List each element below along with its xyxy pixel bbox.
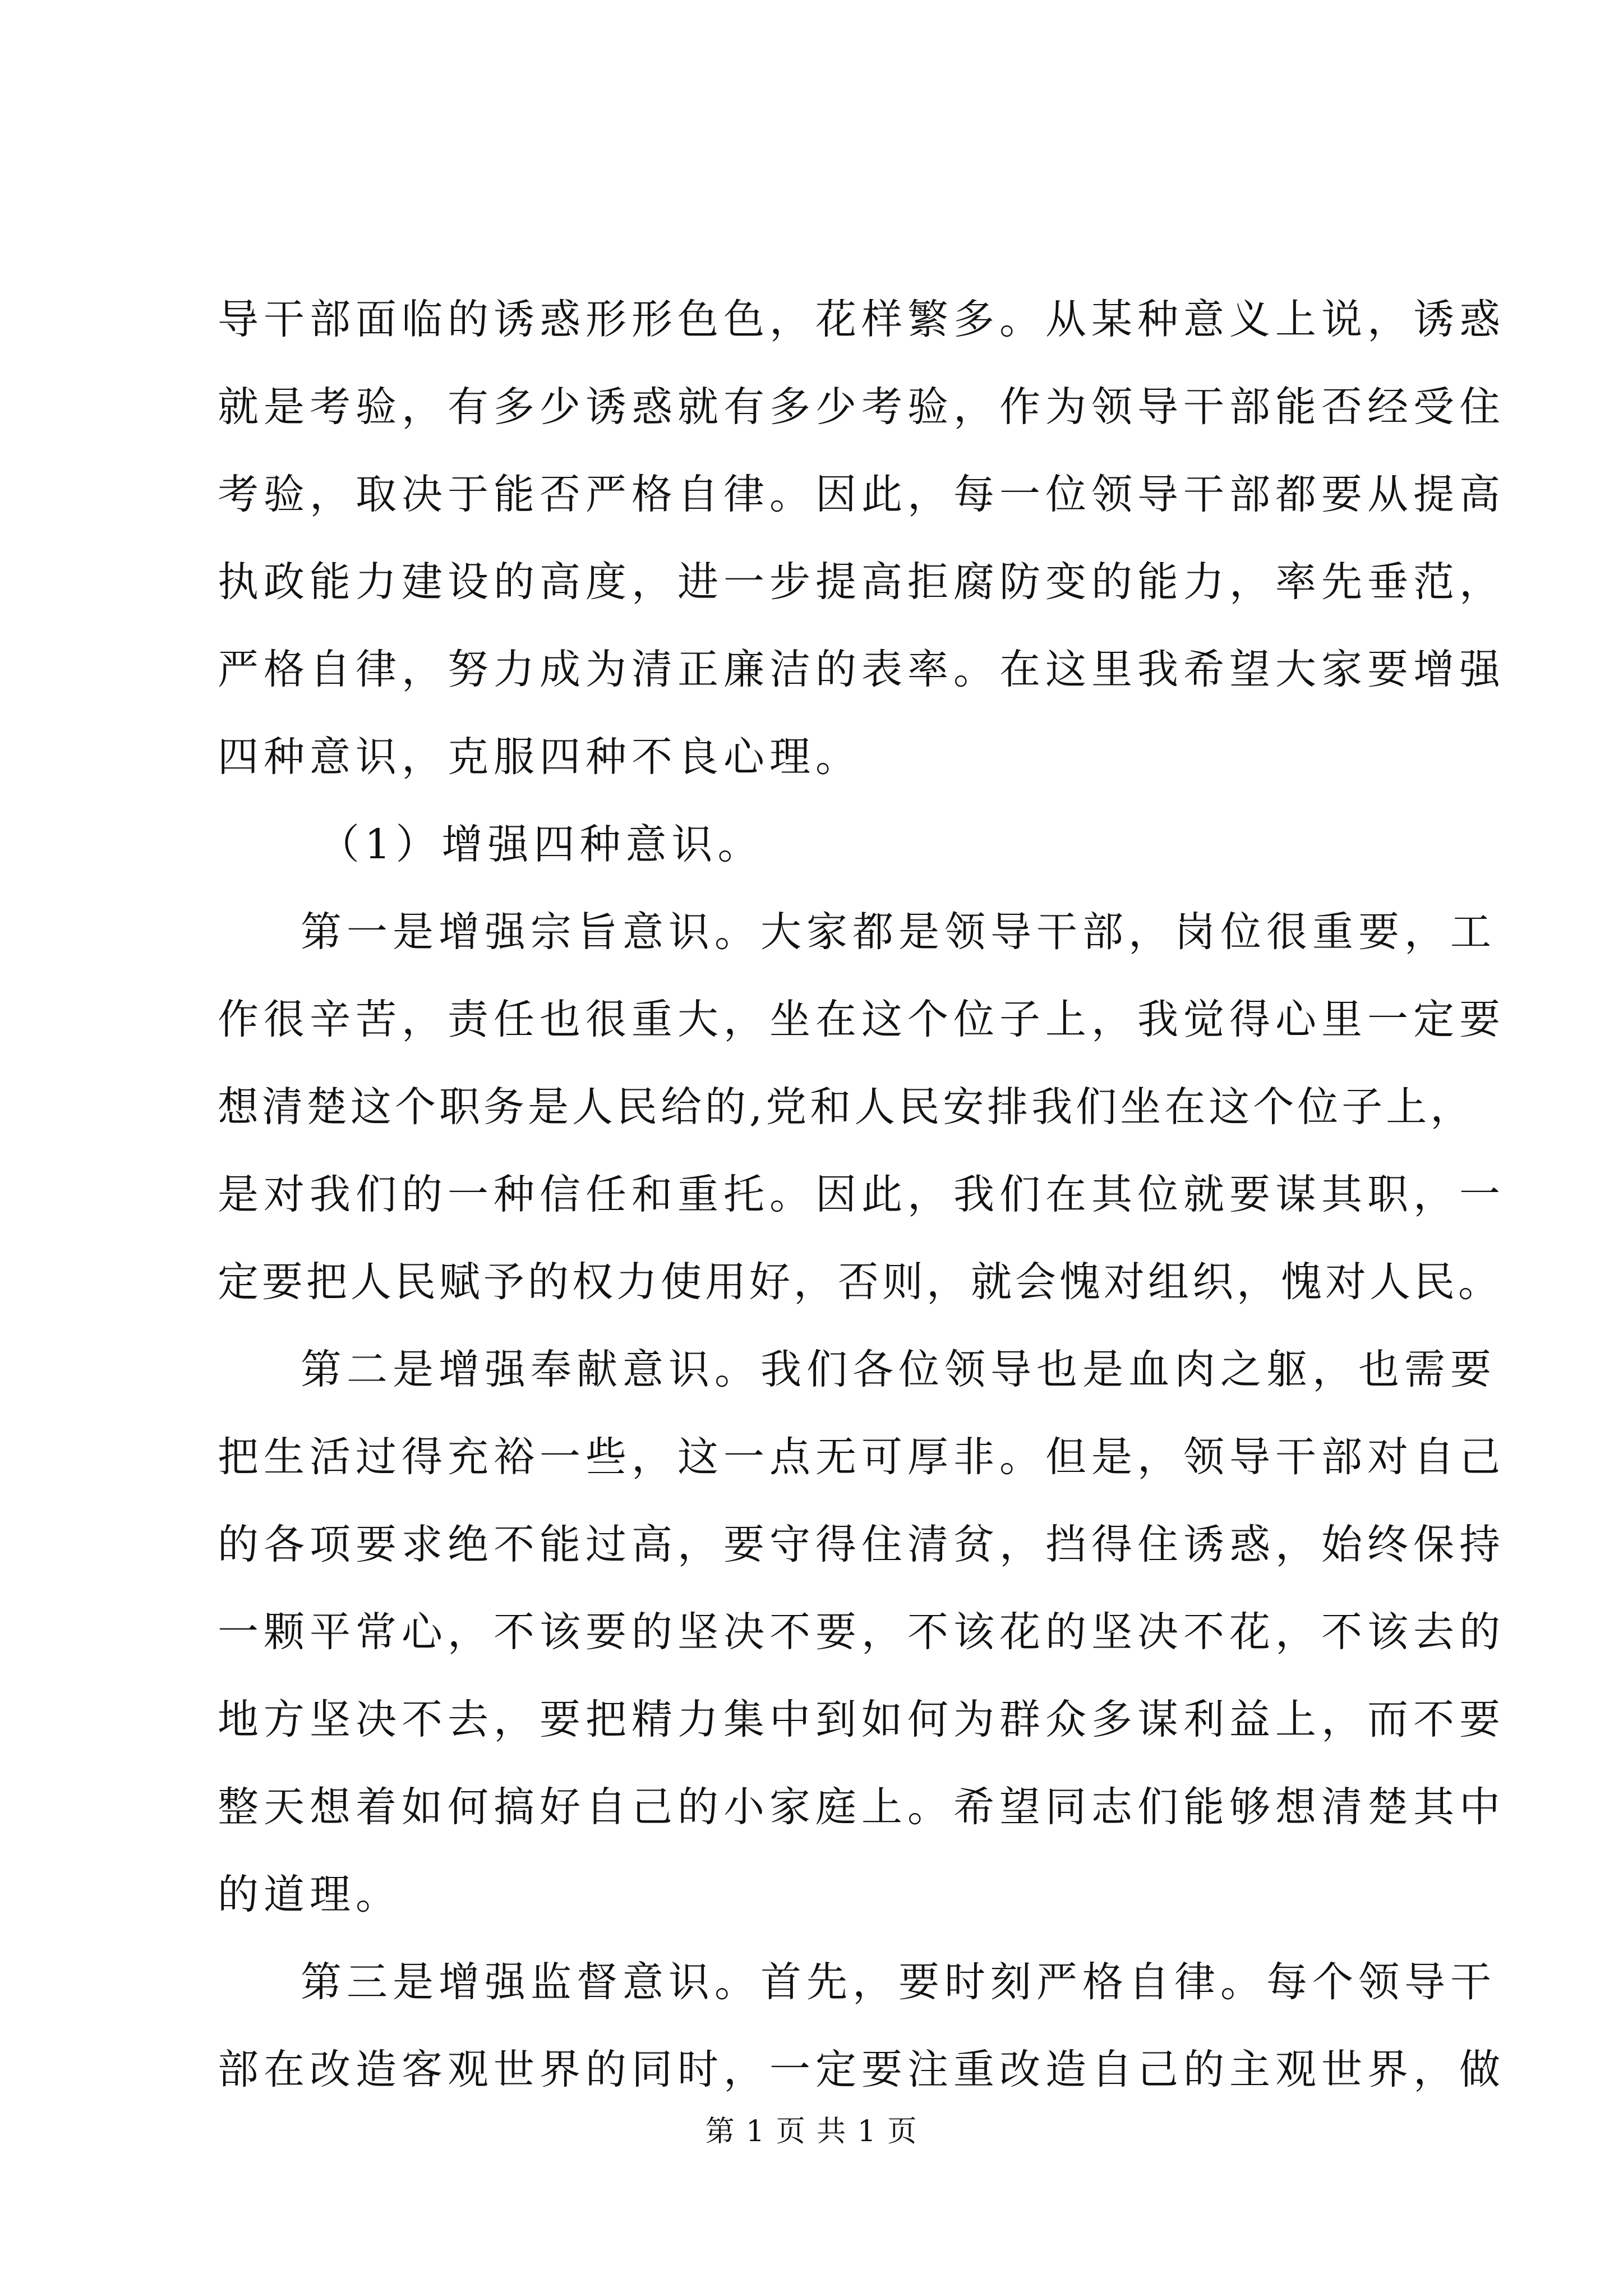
paragraph-first-line: 第一是增强宗旨意识。大家都是领导干部，岗位很重要，工 <box>301 908 1496 956</box>
text-line: 地方坚决不去，要把精力集中到如何为群众多谋利益上，而不要 <box>218 1696 1505 1743</box>
text-line: 是对我们的一种信任和重托。因此，我们在其位就要谋其职，一 <box>218 1171 1505 1218</box>
text-line: 把生活过得充裕一些，这一点无可厚非。但是，领导干部对自己 <box>218 1433 1505 1481</box>
text-line: 四种意识，克服四种不良心理。 <box>218 733 861 781</box>
section-heading: （1）增强四种意识。 <box>319 821 764 868</box>
text-line: 定要把人民赋予的权力使用好，否则，就会愧对组织，愧对人民。 <box>218 1258 1502 1306</box>
text-line: 严格自律，努力成为清正廉洁的表率。在这里我希望大家要增强 <box>218 646 1505 693</box>
text-line: 整天想着如何搞好自己的小家庭上。希望同志们能够想清楚其中 <box>218 1783 1505 1831</box>
text-line: 的各项要求绝不能过高，要守得住清贫，挡得住诱惑，始终保持 <box>218 1521 1505 1568</box>
text-line: 想清楚这个职务是人民给的,党和人民安排我们坐在这个位子上， <box>218 1083 1475 1131</box>
page-footer: 第 1 页 共 1 页 <box>705 2115 918 2148</box>
paragraph-first-line: 第二是增强奉献意识。我们各位领导也是血肉之躯，也需要 <box>301 1346 1496 1393</box>
text-line: 一颗平常心，不该要的坚决不要，不该花的坚决不花，不该去的 <box>218 1608 1505 1656</box>
text-line: 考验，取决于能否严格自律。因此，每一位领导干部都要从提高 <box>218 471 1505 518</box>
paragraph-first-line: 第三是增强监督意识。首先，要时刻严格自律。每个领导干 <box>301 1958 1496 2006</box>
body-text <box>218 276 1505 2114</box>
text-line: 的道理。 <box>218 1871 402 1918</box>
text-line: 作很辛苦，责任也很重大，坐在这个位子上，我觉得心里一定要 <box>218 996 1505 1043</box>
text-line: 就是考验，有多少诱惑就有多少考验，作为领导干部能否经受住 <box>218 383 1505 431</box>
text-line: 部在改造客观世界的同时，一定要注重改造自己的主观世界，做 <box>218 2046 1505 2093</box>
text-line: 导干部面临的诱惑形形色色，花样繁多。从某种意义上说，诱惑 <box>218 296 1505 343</box>
text-line: 执政能力建设的高度，进一步提高拒腐防变的能力，率先垂范， <box>218 558 1505 606</box>
